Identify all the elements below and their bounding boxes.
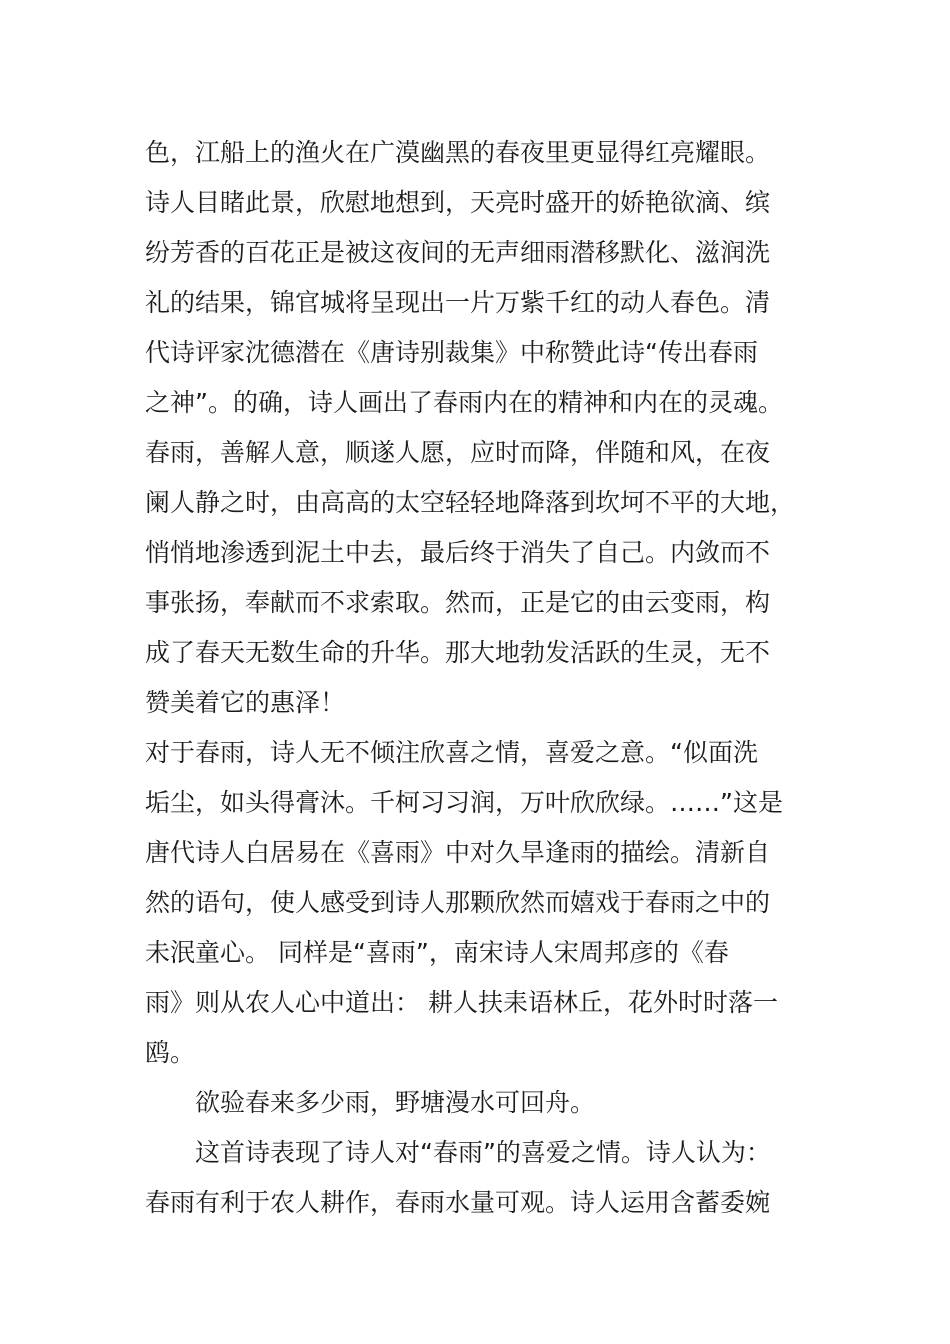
text-line: 代诗评家沈德潜在《唐诗别裁集》中称赞此诗“传出春雨 — [145, 338, 758, 367]
text-line: 赞美着它的惠泽！ — [145, 688, 346, 717]
text-line: 对于春雨，诗人无不倾注欣喜之情，喜爱之意。“似面洗 — [145, 738, 758, 767]
text-line: 唐代诗人白居易在《喜雨》中对久旱逢雨的描绘。清新自 — [145, 838, 771, 867]
text-line: 之神”。的确，诗人画出了春雨内在的精神和内在的灵魂。 — [145, 388, 783, 417]
text-line: 色，江船上的渔火在广漠幽黑的春夜里更显得红亮耀眼。 — [145, 138, 771, 167]
text-line: 鸥。 — [145, 1038, 196, 1067]
text-line: 春雨，善解人意，顺遂人愿，应时而降，伴随和风，在夜 — [145, 438, 771, 467]
text-line: 礼的结果，锦官城将呈现出一片万紫千红的动人春色。清 — [145, 288, 771, 317]
text-line: 阑人静之时，由高高的太空轻轻地降落到坎坷不平的大地， — [145, 488, 796, 517]
text-line: 事张扬，奉献而不求索取。然而，正是它的由云变雨，构 — [145, 588, 771, 617]
text-line: 春雨有利于农人耕作，春雨水量可观。诗人运用含蓄委婉 — [145, 1188, 771, 1217]
text-line: 纷芳香的百花正是被这夜间的无声细雨潜移默化、滋润洗 — [145, 238, 771, 267]
text-line: 成了春天无数生命的升华。那大地勃发活跃的生灵，无不 — [145, 638, 771, 667]
text-line: 诗人目睹此景，欣慰地想到，天亮时盛开的娇艳欲滴、缤 — [145, 188, 771, 217]
text-line: 未泯童心。 同样是“喜雨”，南宋诗人宋周邦彦的《春 — [145, 938, 729, 967]
text-line: 悄悄地渗透到泥土中去，最后终于消失了自己。内敛而不 — [145, 538, 771, 567]
text-line: 然的语句，使人感受到诗人那颗欣然而嬉戏于春雨之中的 — [145, 888, 771, 917]
text-line: 欲验春来多少雨，野塘漫水可回舟。 — [195, 1088, 596, 1117]
body-text — [145, 128, 810, 1228]
text-line: 垢尘，如头得膏沐。千柯习习润，万叶欣欣绿。……”这是 — [145, 788, 783, 817]
text-line: 这首诗表现了诗人对“春雨”的喜爱之情。诗人认为： — [195, 1138, 771, 1167]
text-line: 雨》则从农人心中道出： 耕人扶耒语林丘，花外时时落一 — [145, 988, 778, 1017]
